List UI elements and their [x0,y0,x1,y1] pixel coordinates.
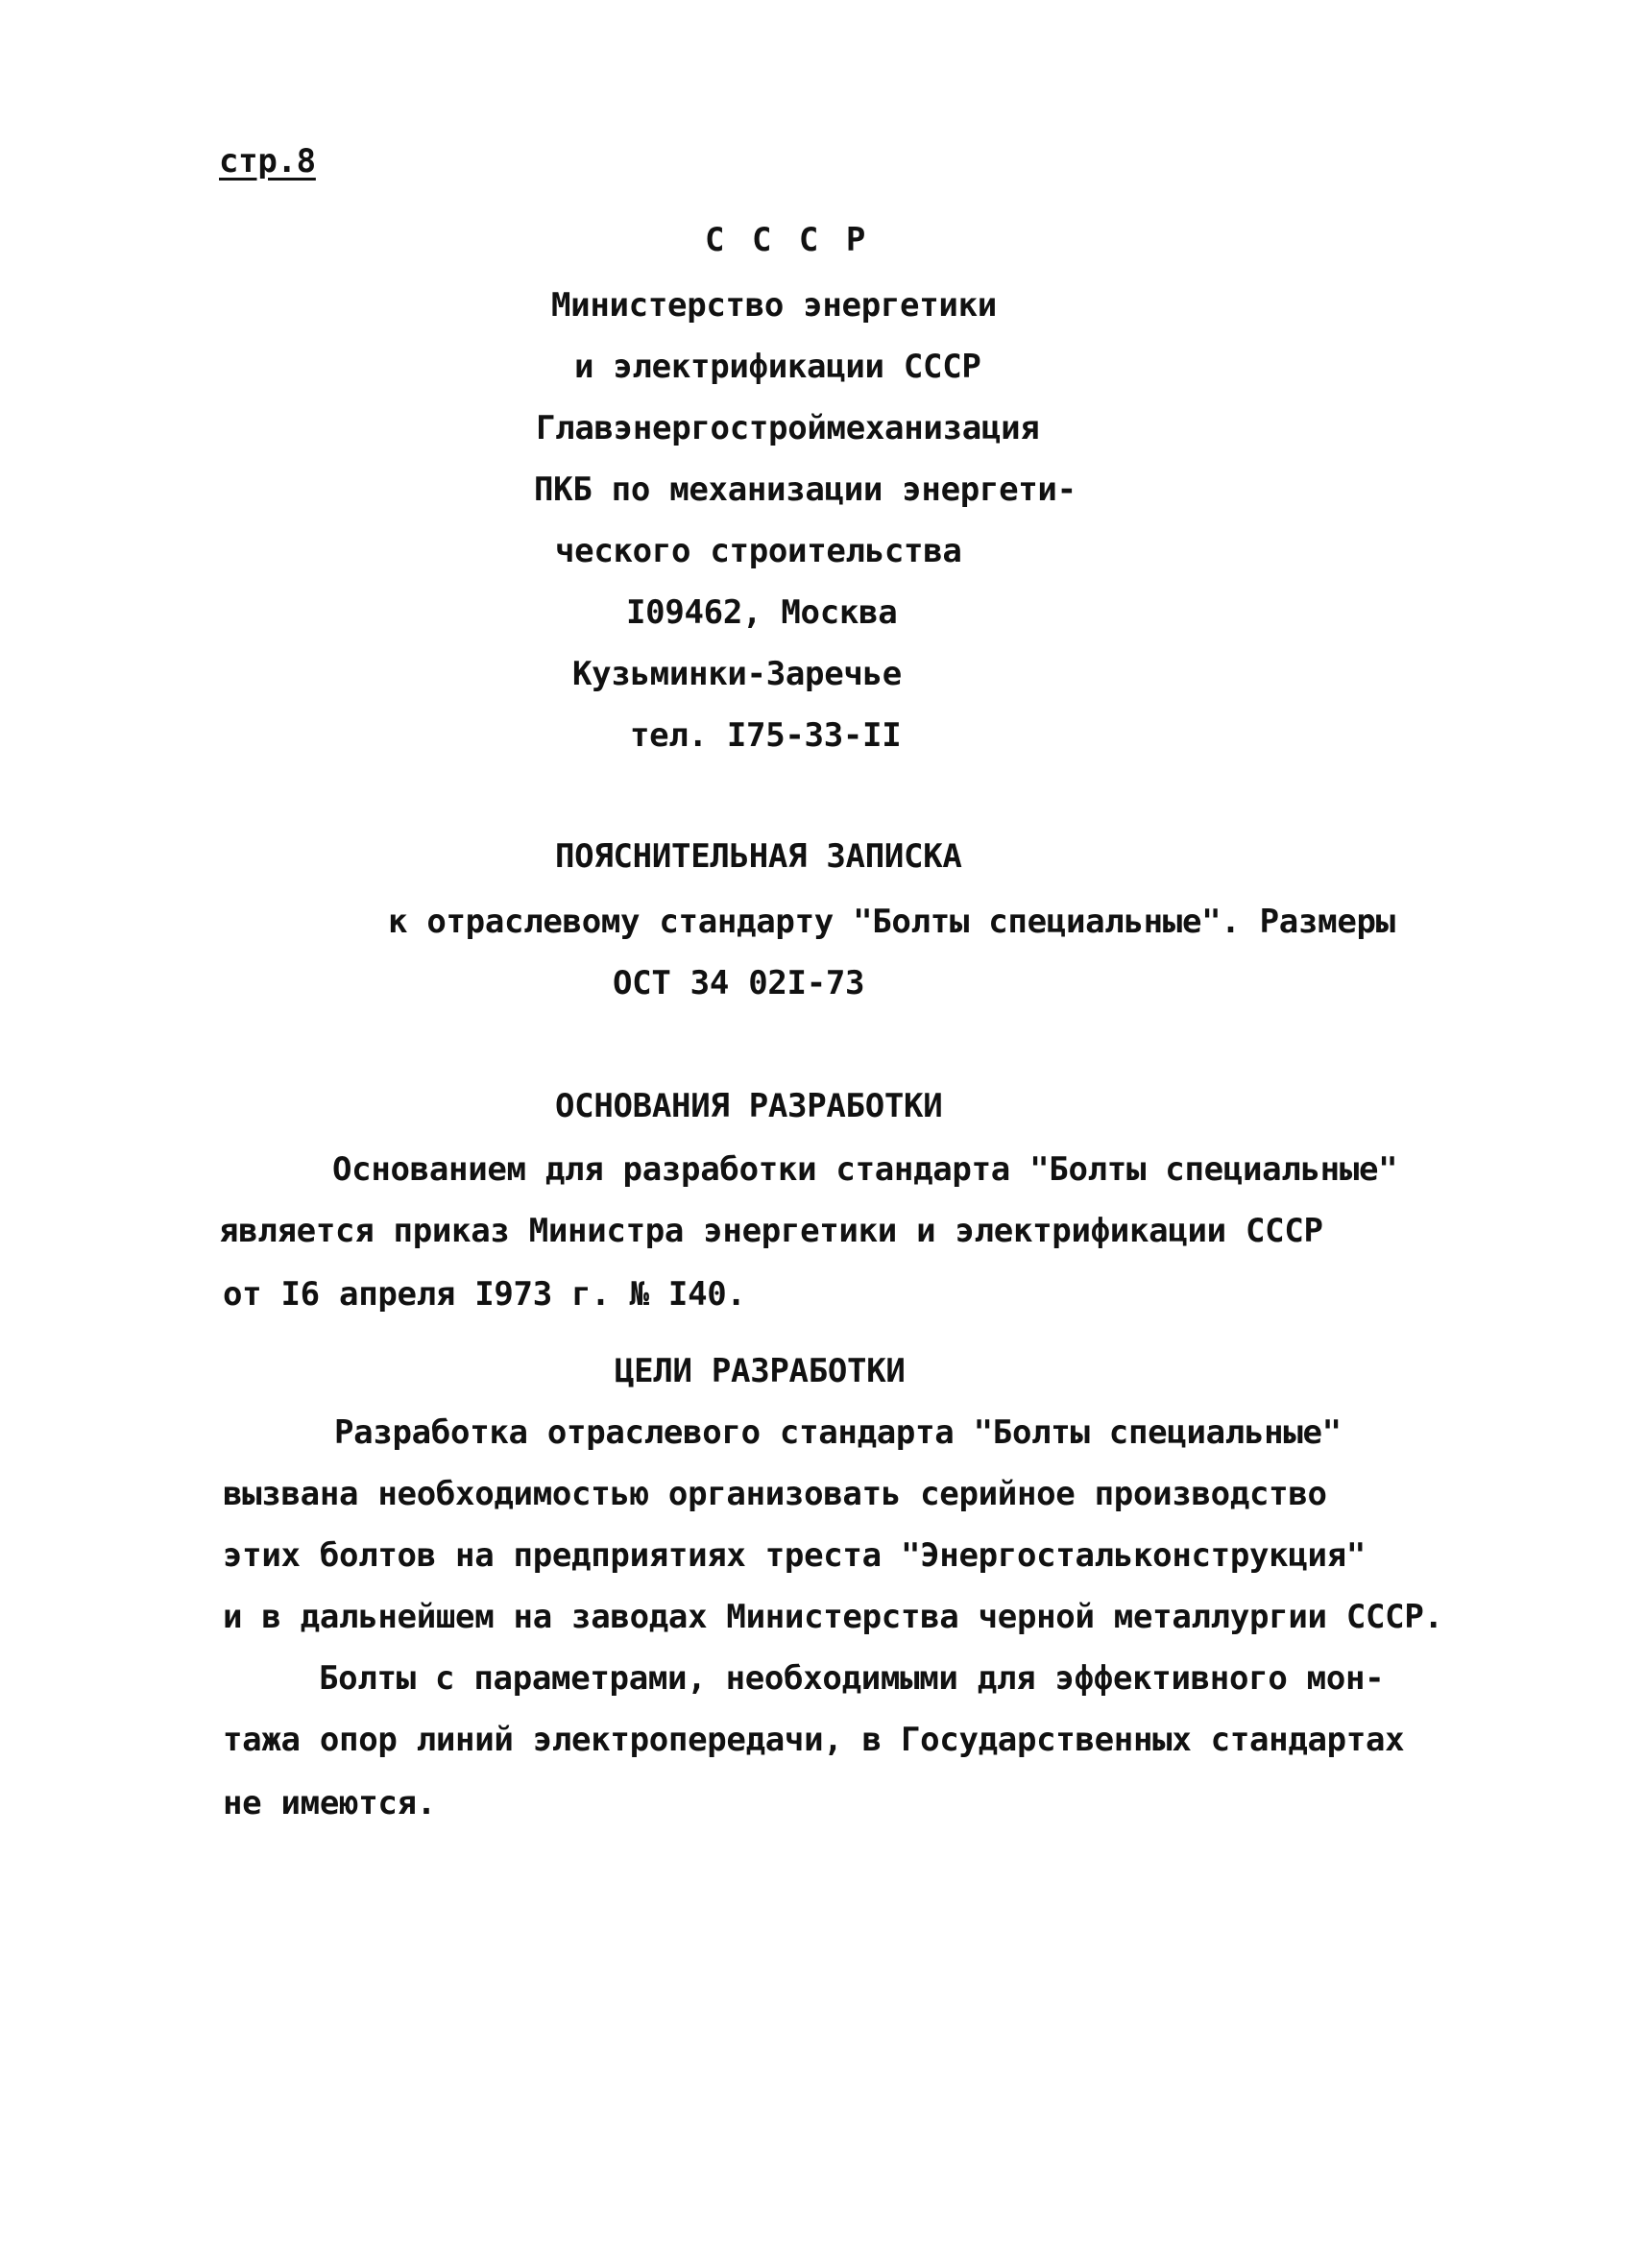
note-heading: ПОЯСНИТЕЛЬНАЯ ЗАПИСКА [555,837,962,876]
section1-line-3: от I6 апреля I973 г. № I40. [223,1275,746,1314]
section1-heading: ОСНОВАНИЯ РАЗРАБОТКИ [555,1087,943,1125]
section2-line-4: и в дальнейшем на заводах Министерства черной металлургии СССР. [223,1598,1443,1636]
section2-line-1: Разработка отраслевого стандарта "Болты специальные" [334,1413,1342,1452]
header-org-line-7: Кузьминки-Заречье [572,655,902,693]
section1-line-2: является приказ Министра энергетики и электрификации СССР [219,1212,1323,1250]
header-org-line-6: I09462, Москва [626,593,898,632]
header-org-line-4: ПКБ по механизации энергети- [534,470,1077,509]
section2-line-6: тажа опор линий электропередачи, в Государственных стандартах [223,1721,1405,1759]
section2-line-7: не имеются. [223,1784,436,1822]
page-number: стр.8 [219,142,316,181]
section2-heading: ЦЕЛИ РАЗРАБОТКИ [615,1352,906,1390]
section2-line-3: этих болтов на предприятиях треста "Энергостальконструкция" [223,1536,1367,1575]
section2-line-5: Болты с параметрами, необходимыми для эффективного мон- [319,1659,1385,1698]
header-org-line-2: и электрификации СССР [574,348,981,386]
header-org-line-1: Министерство энергетики [551,286,997,325]
header-org-line-8: тел. I75-33-II [630,716,902,755]
header-country: С С С Р [705,221,870,259]
section1-line-1: Основанием для разработки стандарта "Болты специальные" [332,1150,1398,1189]
header-org-line-5: ческого строительства [555,532,962,570]
note-subtitle: к отраслевому стандарту "Болты специальные". Размеры [388,903,1395,941]
standard-code: ОСТ 34 02I-73 [613,964,865,1002]
header-org-line-3: Главэнергостроймеханизация [536,409,1040,447]
section2-line-2: вызвана необходимостью организовать серийное производство [223,1475,1327,1513]
